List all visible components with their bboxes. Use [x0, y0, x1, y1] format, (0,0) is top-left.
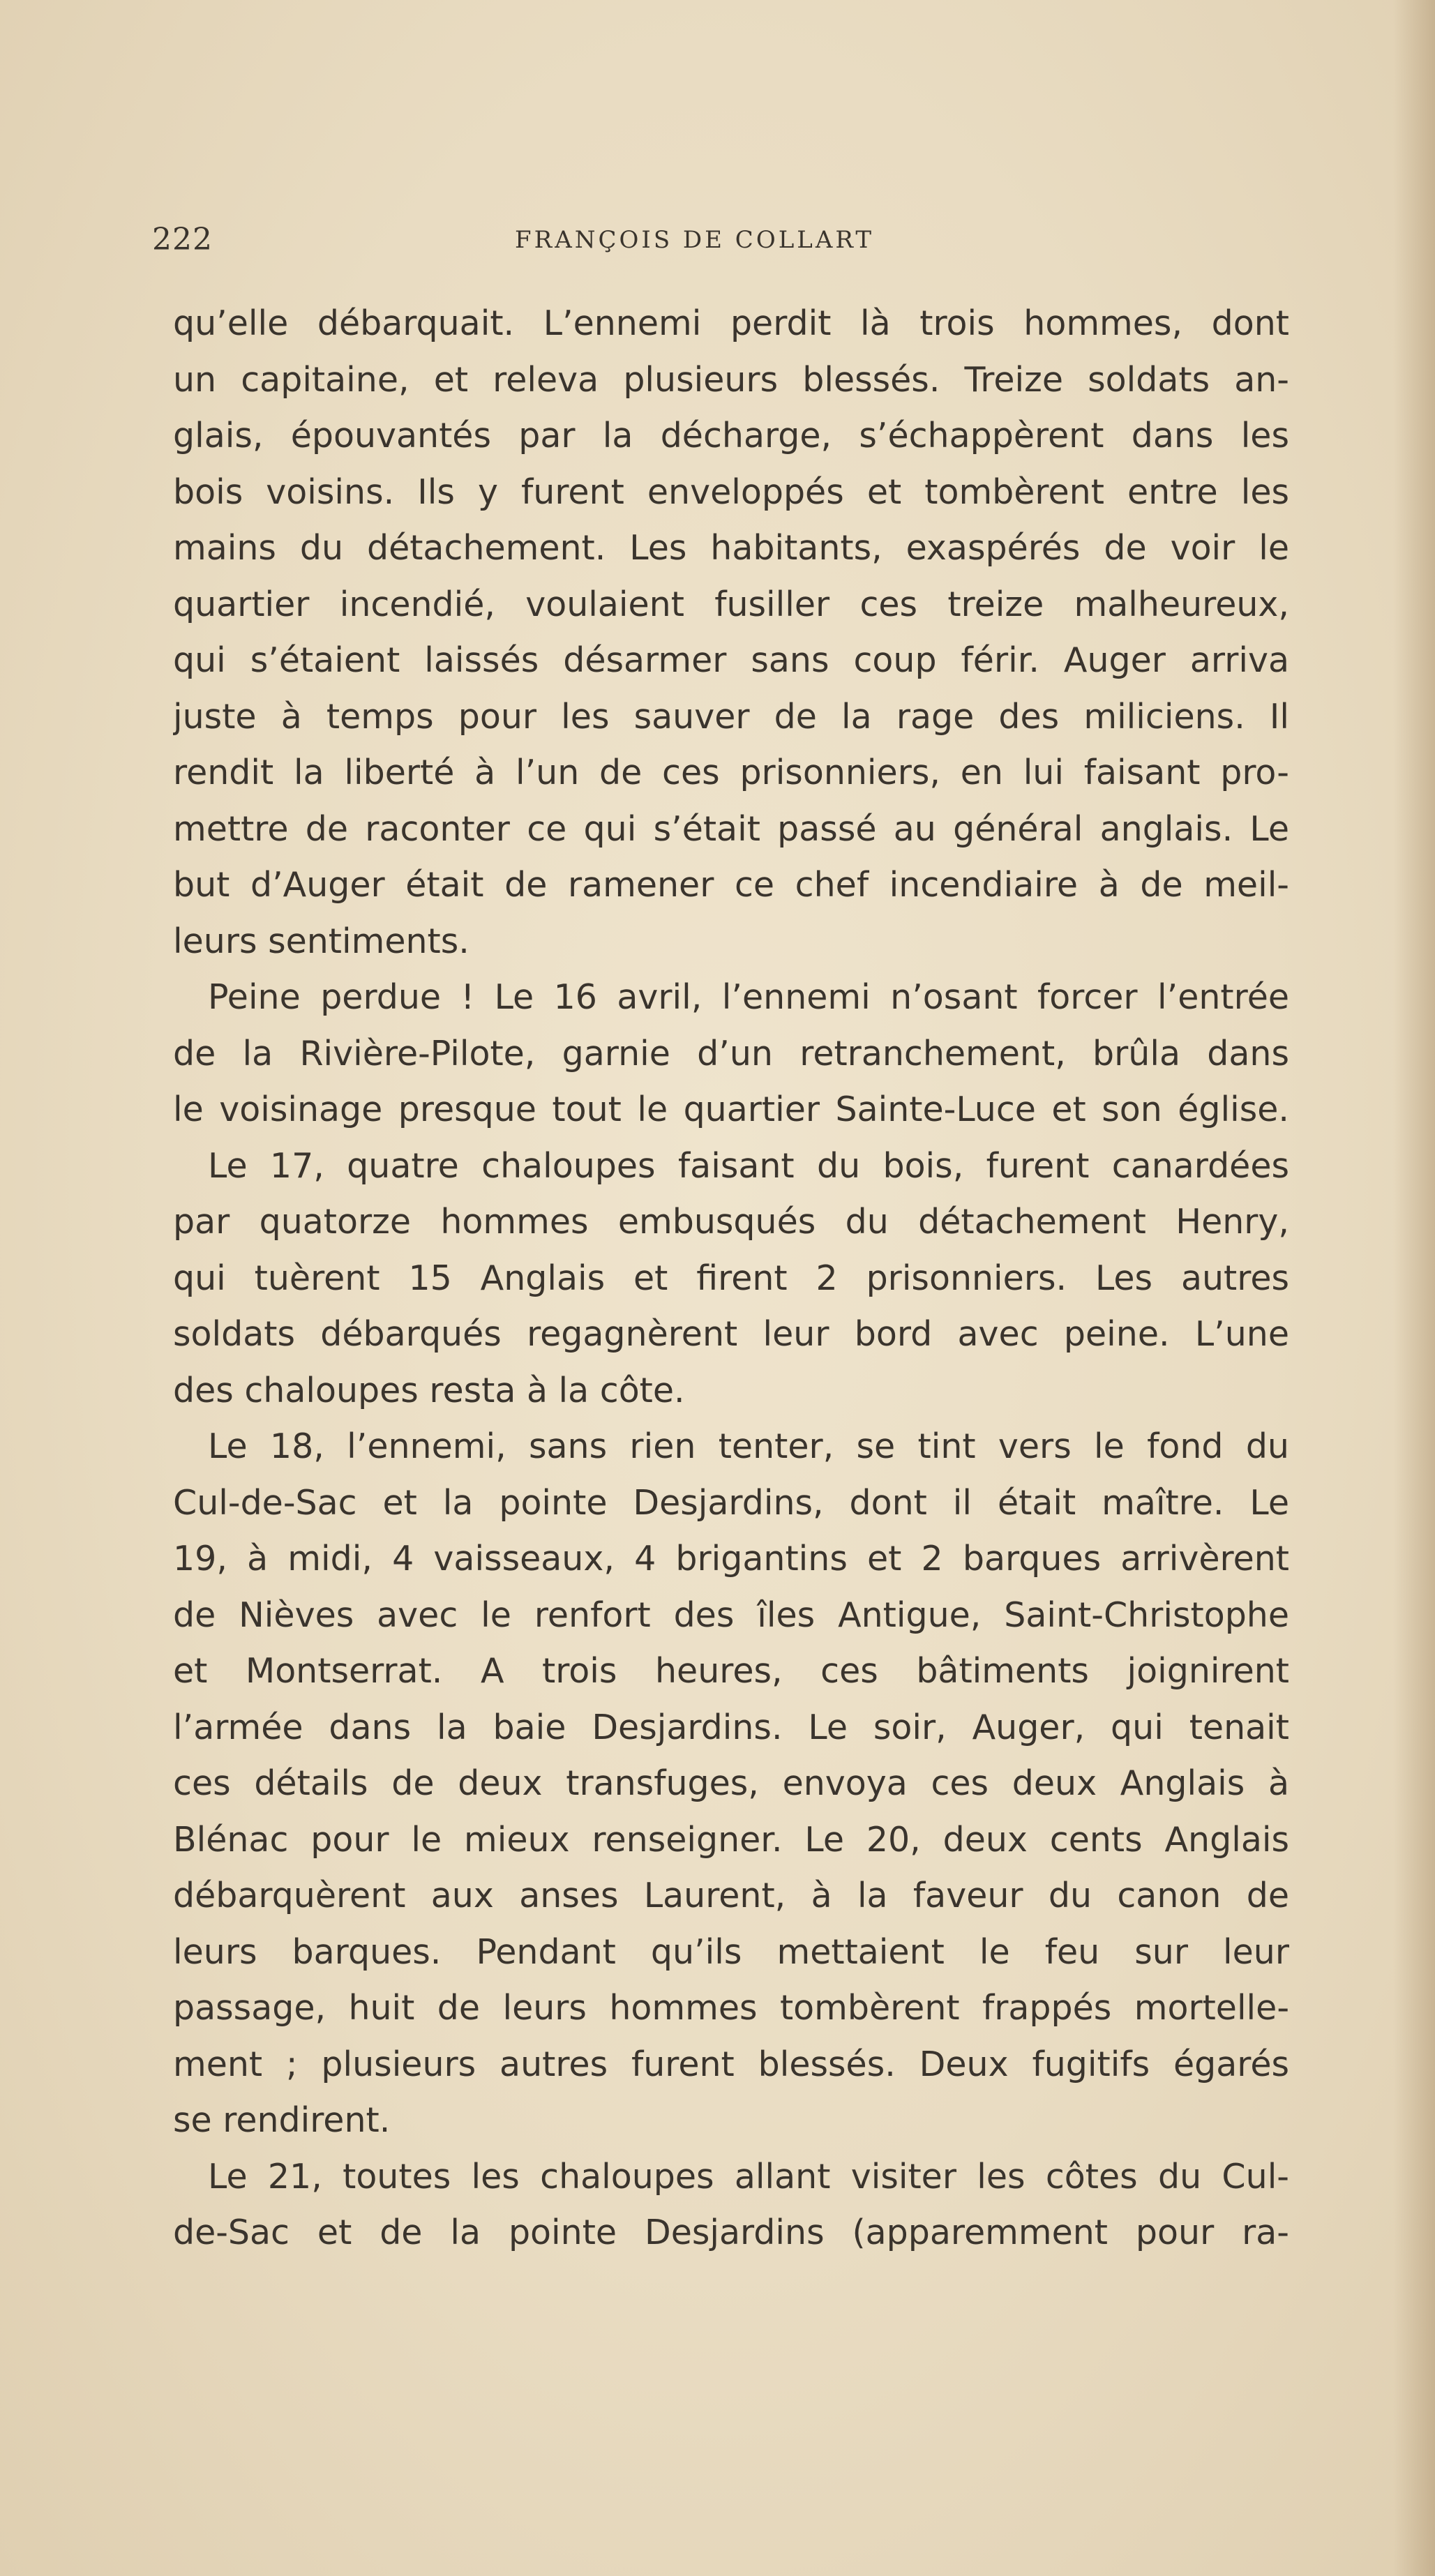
text-line: se rendirent.: [173, 2100, 391, 2140]
text-line: de-Sac et de la pointe Desjardins (apparemment pour ra-: [173, 2213, 1289, 2252]
text-line: Le 21, toutes les chaloupes allant visiter les côtes du Cul-: [208, 2156, 1289, 2197]
running-head: FRANÇOIS DE COLLART: [515, 226, 875, 254]
text-line: Blénac pour le mieux renseigner. Le 20, deux cents Anglais: [173, 1819, 1289, 1860]
text-line: Le 18, l’ennemi, sans rien tenter, se tint vers le fond du: [208, 1426, 1289, 1466]
text-line: rendit la liberté à l’un de ces prisonniers, en lui faisant pro-: [173, 753, 1289, 792]
text-line: par quatorze hommes embusqués du détachement Henry,: [173, 1202, 1289, 1242]
text-line: quartier incendié, voulaient fusiller ces treize malheureux,: [173, 584, 1289, 624]
text-line: qui s’étaient laissés désarmer sans coup férir. Auger arriva: [173, 640, 1289, 680]
text-line: 19, à midi, 4 vaisseaux, 4 brigantins et 2 barques arrivèrent: [173, 1539, 1289, 1579]
text-line: bois voisins. Ils y furent enveloppés et tombèrent entre les: [173, 472, 1289, 512]
text-line: qui tuèrent 15 Anglais et firent 2 prisonniers. Les autres: [173, 1258, 1289, 1298]
text-line: glais, épouvantés par la décharge, s’échappèrent dans les: [173, 416, 1289, 455]
text-line: et Montserrat. A trois heures, ces bâtiments joignirent: [173, 1651, 1289, 1691]
text-line: de Nièves avec le renfort des îles Antigue, Saint-Christophe: [173, 1595, 1289, 1635]
page-edge-shadow: [1393, 0, 1435, 2576]
text-line: Cul-de-Sac et la pointe Desjardins, dont il était maître. Le: [173, 1482, 1289, 1523]
text-line: le voisinage presque tout le quartier Sainte-Luce et son église.: [173, 1090, 1289, 1129]
text-line: qu’elle débarquait. L’ennemi perdit là trois hommes, dont: [173, 303, 1289, 343]
text-line: un capitaine, et releva plusieurs blessés. Treize soldats an-: [173, 359, 1289, 400]
text-line: soldats débarqués regagnèrent leur bord avec peine. L’une: [173, 1314, 1289, 1354]
text-line: des chaloupes resta à la côte.: [173, 1370, 685, 1410]
text-line: but d’Auger était de ramener ce chef incendiaire à de meil-: [173, 865, 1289, 905]
text-line: de la Rivière-Pilote, garnie d’un retranchement, brûla dans: [173, 1033, 1289, 1074]
text-line: leurs barques. Pendant qu’ils mettaient le feu sur leur: [173, 1931, 1289, 1972]
text-line: ment ; plusieurs autres furent blessés. Deux fugitifs égarés: [173, 2044, 1289, 2084]
body-text: [173, 296, 1289, 2261]
text-line: l’armée dans la baie Desjardins. Le soir, Auger, qui tenait: [173, 1707, 1289, 1747]
text-line: ces détails de deux transfuges, envoya ces deux Anglais à: [173, 1763, 1289, 1803]
text-line: leurs sentiments.: [173, 921, 469, 961]
text-line: mains du détachement. Les habitants, exaspérés de voir le: [173, 528, 1289, 568]
page-header: [152, 222, 1296, 264]
text-line: juste à temps pour les sauver de la rage des miliciens. Il: [173, 696, 1289, 737]
text-line: mettre de raconter ce qui s’était passé au général anglais. Le: [173, 808, 1289, 849]
text-line: Le 17, quatre chaloupes faisant du bois, furent canardées: [208, 1145, 1289, 1186]
page-number: 222: [152, 222, 213, 257]
text-line: débarquèrent aux anses Laurent, à la faveur du canon de: [173, 1876, 1289, 1915]
text-line: Peine perdue ! Le 16 avril, l’ennemi n’osant forcer l’entrée: [208, 977, 1289, 1017]
text-line: passage, huit de leurs hommes tombèrent frappés mortelle-: [173, 1988, 1289, 2028]
